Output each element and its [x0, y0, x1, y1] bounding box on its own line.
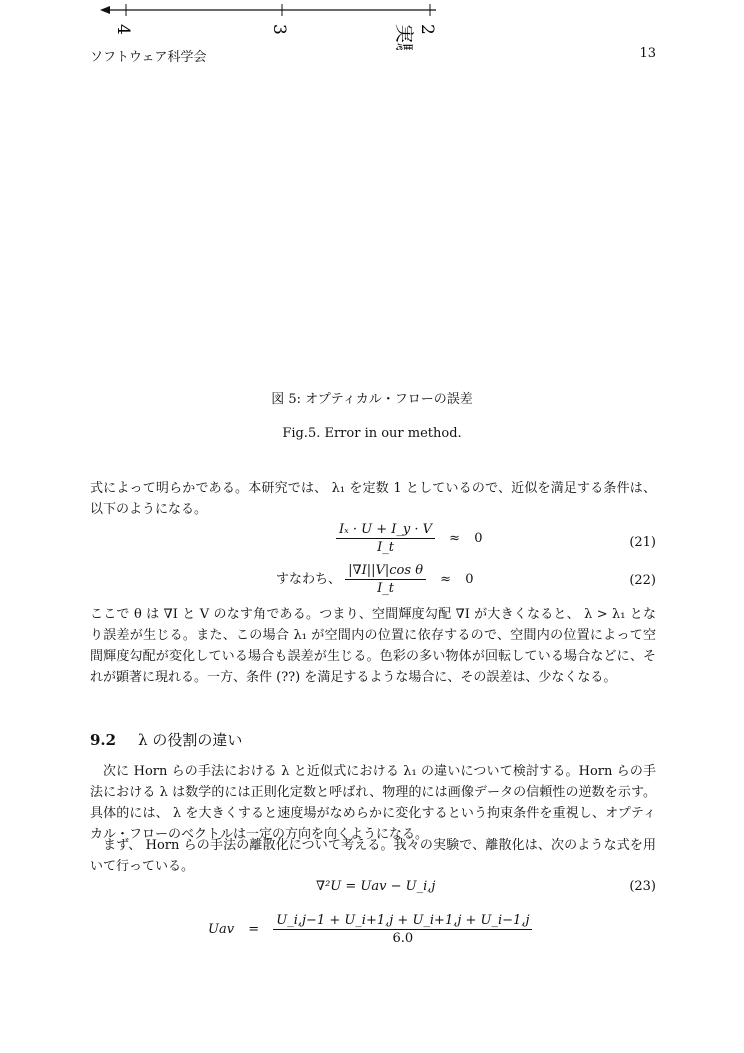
figure-axis-fragment — [96, 0, 456, 50]
relation: = — [248, 922, 260, 937]
paragraph: 式によって明らかである。本研究では、 λ₁ を定数 1 としているので、近似を満足する条件は、以下のようになる。 — [90, 481, 656, 517]
fraction — [345, 563, 426, 596]
denominator: I_t — [377, 540, 394, 555]
relation: ≈ — [449, 531, 461, 546]
denominator: I_t — [377, 581, 395, 596]
fraction — [273, 913, 532, 946]
axis-arrow — [100, 6, 110, 14]
axis-tick-label: 4 — [113, 24, 133, 35]
axis-svg — [96, 0, 456, 50]
equation-number: (22) — [629, 573, 656, 588]
equation-number: (23) — [629, 879, 656, 894]
numerator: Iₓ · U + I_y · V — [336, 522, 435, 539]
rhs: 0 — [465, 572, 474, 587]
equation-uav — [208, 913, 532, 946]
equation-22 — [276, 563, 473, 596]
rhs: 0 — [474, 531, 483, 546]
fraction — [336, 522, 435, 555]
paragraph: 次に Horn らの手法における λ と近似式における λ₁ の違いについて検討する。Horn らの手法における λ は数学的には正則化定数と呼ばれ、物理的には画像データの信頼性の逆数を示す。具体的には、 λ を大きくすると速度場がなめらかに変化するという拘束条件を重視し、オプティカル・フローのベクトルは一定の方向を向くようになる。 — [90, 764, 656, 842]
journal-name: ソフトウェア科学会 — [90, 50, 207, 65]
section-number: 9.2 — [90, 731, 117, 749]
lhs: Uav — [208, 922, 235, 937]
axis-tick-label: 2 — [417, 24, 437, 35]
relation: ≈ — [440, 572, 452, 587]
equation-23: ∇²U = Uav − U_i,j — [316, 879, 436, 894]
equation-21 — [336, 522, 483, 555]
figure-caption-en: Fig.5. Error in our method. — [282, 426, 462, 441]
page-number: 13 — [639, 46, 656, 61]
paragraph: まず、 Horn らの手法の離散化について考える。我々の実験で、離散化は、次のような式を用いて行っている。 — [90, 838, 656, 874]
numerator: |∇I||V|cos θ — [345, 563, 426, 580]
numerator: U_i,j−1 + U_i+1,j + U_i+1,j + U_i−1,j — [273, 913, 532, 930]
axis-tick-label: 3 — [269, 24, 289, 35]
section-heading — [90, 729, 242, 750]
section-title: λ の役割の違い — [138, 731, 243, 749]
equation-prefix: すなわち、 — [276, 572, 342, 587]
figure-caption-ja: 図 5: オプティカル・フローの誤差 — [271, 392, 473, 407]
paragraph: ここで θ は ∇I と V のなす角である。つまり、空間輝度勾配 ∇I が大きくなると、 λ > λ₁ となり誤差が生じる。また、この場合 λ₁ が空間内の位置に依存するので、空間内の位置によって空間輝度勾配が変化している場合も誤差が生じる。色彩の多い物体が回転している場合などに、それが顕著に現れる。一方、条件 (??) を満足するような場合に、その誤差は、少なくなる。 — [90, 607, 656, 685]
denominator: 6.0 — [392, 931, 414, 946]
equation-number: (21) — [629, 535, 656, 550]
rotated-axis-title: 実験 — [393, 24, 415, 50]
